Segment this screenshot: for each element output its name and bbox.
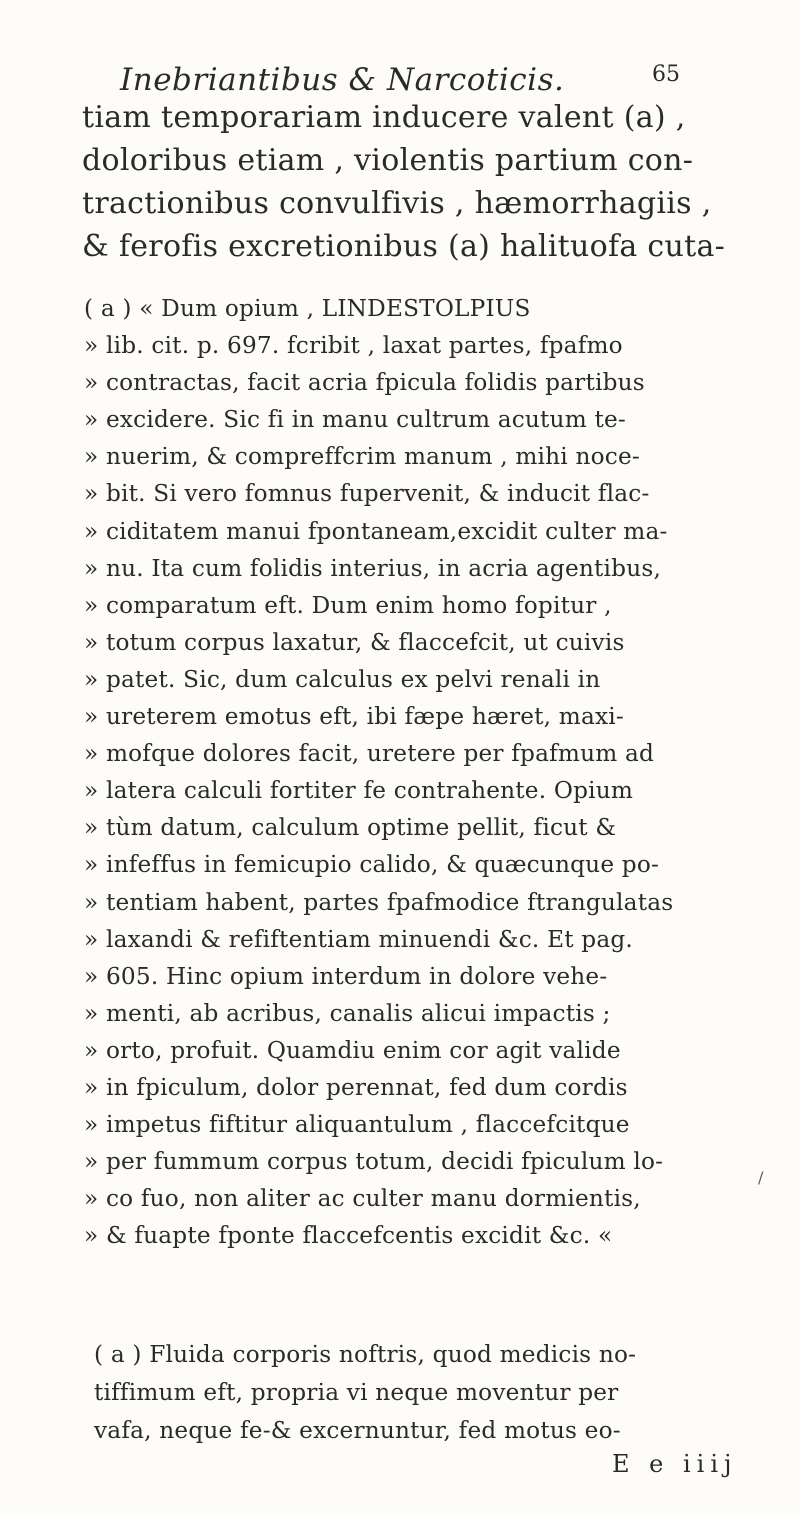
footnote-line: » ureterem emotus eft, ibi fæpe hæret, maxi- — [84, 703, 624, 731]
footnote-line: » menti, ab acribus, canalis alicui impactis ; — [84, 999, 611, 1027]
footnote-line: ( a ) Fluida corporis noftris, quod medicis no- — [94, 1341, 637, 1368]
main-line: & ferofis excretionibus (a) halituofa cuta- — [82, 229, 726, 264]
footnote-line: vafa, neque fe-& excernuntur, fed motus eo- — [94, 1417, 621, 1444]
footnote-line: » lib. cit. p. 697. fcribit , laxat partes, fpafmo — [84, 332, 623, 360]
footnote-line: » contractas, facit acria fpicula folidis partibus — [84, 369, 645, 397]
footnote-line: » co fuo, non aliter ac culter manu dormientis, — [84, 1185, 641, 1213]
footnote-a-second — [94, 1336, 784, 1450]
footnote-line: » patet. Sic, dum calculus ex pelvi renali in — [84, 665, 601, 693]
page-number: 65 — [652, 62, 680, 87]
main-text-block — [82, 96, 782, 268]
footnote-line: » 605. Hinc opium interdum in dolore vehe- — [84, 962, 608, 990]
main-line: doloribus etiam , violentis partium con- — [82, 143, 694, 178]
footnote-line: » tentiam habent, partes fpafmodice ftrangulatas — [84, 888, 674, 916]
footnote-line: » comparatum eft. Dum enim homo fopitur , — [84, 591, 612, 619]
footnote-a — [84, 290, 784, 1254]
main-line: tiam temporariam inducere valent (a) , — [82, 100, 686, 135]
footnote-line: » impetus fiftitur aliquantulum , flaccefcitque — [84, 1111, 630, 1139]
footnote-line: » & fuapte fponte flaccefcentis excidit &c. « — [84, 1222, 613, 1250]
footnote-line: » in fpiculum, dolor perennat, fed dum cordis — [84, 1073, 628, 1101]
main-line: tractionibus convulfivis , hæmorrhagiis , — [82, 186, 712, 221]
footnote-line: » mofque dolores facit, uretere per fpafmum ad — [84, 740, 655, 768]
footnote-line: » latera calculi fortiter fe contrahente. Opium — [84, 777, 634, 805]
footnote-line: » ciditatem manui fpontaneam,excidit culter ma- — [84, 517, 668, 545]
footnote-line: » excidere. Sic fi in manu cultrum acutum te- — [84, 406, 626, 434]
footnote-line: tiffimum eft, propria vi neque moventur per — [94, 1379, 619, 1406]
footnote-line: » laxandi & refiftentiam minuendi &c. Et pag. — [84, 925, 633, 953]
footnote-line: » per fummum corpus totum, decidi fpiculum lo- — [84, 1148, 664, 1176]
footnote-line: » tùm datum, calculum optime pellit, ficut & — [84, 814, 617, 842]
footnote-line: » totum corpus laxatur, & flaccefcit, ut cuivis — [84, 628, 625, 656]
footnote-line: » nu. Ita cum folidis interius, in acria agentibus, — [84, 554, 662, 582]
footnote-line: » bit. Si vero fomnus fupervenit, & inducit flac- — [84, 480, 650, 508]
running-head — [120, 62, 680, 98]
footnote-line: » orto, profuit. Quamdiu enim cor agit valide — [84, 1036, 621, 1064]
footnote-line: » nuerim, & compreffcrim manum , mihi noce- — [84, 443, 640, 471]
running-title: Inebriantibus & Narcoticis. — [120, 62, 565, 98]
margin-mark: / — [758, 1168, 764, 1187]
footnote-line: » infeffus in femicupio calido, & quæcunque po- — [84, 851, 660, 879]
footnote-line: ( a ) « Dum opium , LINDESTOLPIUS — [84, 295, 531, 322]
signature-mark: E e iiij — [612, 1450, 738, 1478]
